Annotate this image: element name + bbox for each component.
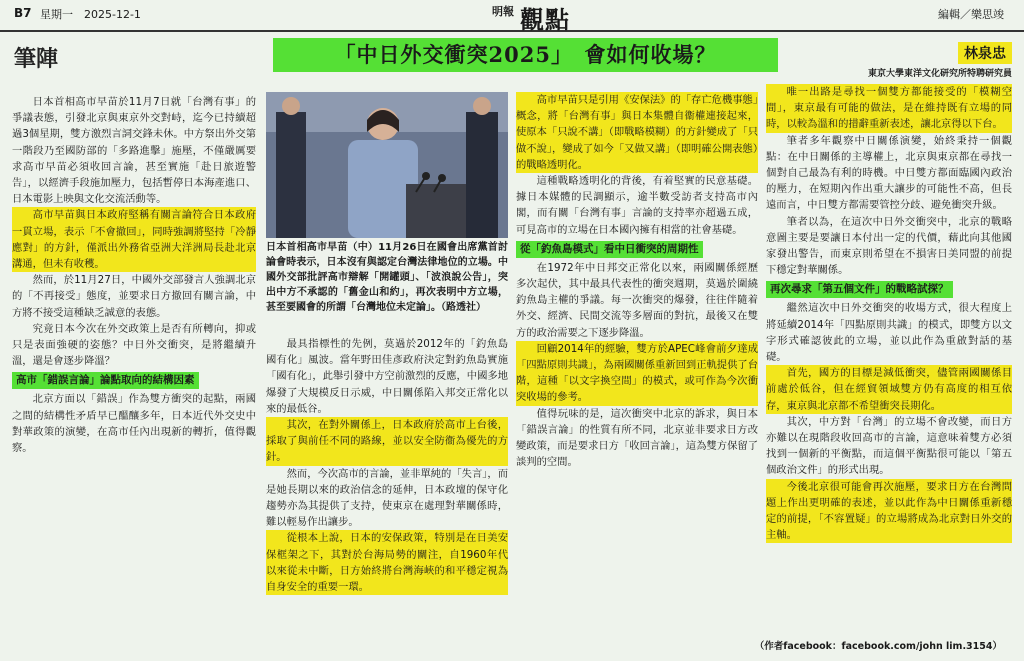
page-number: B7 [14, 6, 32, 20]
paragraph: 在1972年中日邦交正常化以來，兩國關係經歷多次起伏，其中最具代表性的衝突週期，莫過於圍繞釣魚島主權的爭議。每一次衝突的爆發，往往伴隨着外交、經濟、民間交流等多層面的對抗，最後又在雙方的政治需要之下逐步降溫。 [516, 261, 758, 339]
paragraph: 究竟日本今次在外交政策上是否有所轉向，抑或只是表面強硬的姿態？中日外交衝突，是將繼續升溫，還是會逐步降溫？ [12, 322, 256, 368]
paragraph: 北京方面以「錯誤」作為雙方衝突的起點，兩國之間的結構性矛盾早已醞釀多年，日本近代外交史中對華政策的演變，在高市任內出現新的轉折，值得觀察。 [12, 393, 256, 455]
paragraph: 然而，於11月27日，中國外交部發言人強調北京的「不再接受」態度，並要求日方撤回有關言論，中方將不接受這種缺乏誠意的表態。 [12, 274, 256, 319]
page-date: 星期一 2025-12-1 [40, 8, 141, 21]
article-column-1 [12, 94, 256, 649]
article-column-4 [766, 84, 1012, 628]
subheading: 再次尋求「第五個文件」的戰略試探？ [766, 281, 953, 298]
paragraph: 值得玩味的是，這次衝突中北京的訴求，與日本「錯誤言論」的性質有所不同，北京並非要求日方改變政策，而是要求日方「收回言論」，這為雙方保留了談判的空間。 [516, 407, 758, 469]
paragraph-highlighted: 回顧2014年的經驗，雙方於APEC峰會前夕達成「四點原則共識」，為兩國關係重新回到正軌提供了台階，這種「以文字換空間」的模式，或可作為今次衝突收場的參考。 [516, 341, 758, 406]
paragraph: 這種戰略透明化的背後，有着堅實的民意基礎。據日本媒體的民調顯示，逾半數受訪者支持高市內閣，而有關「台灣有事」言論的支持率亦超過五成，可見高市的立場在日本國內擁有相當的社會基礎。 [516, 175, 758, 236]
paragraph: 日本首相高市早苗於11月7日就「台灣有事」的爭議表態，引發北京與東京外交對峙，迄今已持續超過3個星期，雙方激烈言詞交鋒未休。中方祭出外交第一階段乃至國防部的「多路進擊」施壓，不僅嚴厲要求高市早苗必須收回言論，甚至實施「赴日旅遊警告」，以經濟手段施加壓力，包括暫停日本海產進口、日本電影上映與文化交流活動等。 [12, 96, 256, 206]
subheading: 從「釣魚島模式」看中日衝突的周期性 [516, 241, 703, 258]
paragraph-highlighted: 從根本上說，日本的安保政策，特別是在日美安保框架之下，其對於台海局勢的關注，自1960年代以來從未中斷，日方始終將台灣海峽的和平穩定視為自身安全的重要一環。 [266, 530, 508, 595]
page-header [0, 0, 1024, 32]
editor-credit: 編輯／樂思竣 [938, 8, 1004, 21]
paragraph: 筆者多年觀察中日關係演變，始終秉持一個觀點：在中日關係的主導權上，北京與東京都在尋找一個對自己最為有利的時機。中日雙方都面臨國內政治的壓力，在短期內作出重大讓步的可能性不高，但長遠而言，中日雙方都需要管控分歧、避免衝突升級。 [766, 134, 1012, 212]
paragraph: 繼然這次中日外交衝突的收場方式，很大程度上將延續2014年「四點原則共識」的模式，即雙方以文字形式確認彼此的立場，並以此作為重啟對話的基礎。 [766, 302, 1012, 364]
author-name: 林泉忠 [958, 42, 1012, 64]
paragraph-highlighted: 唯一出路是尋找一個雙方都能接受的「模糊空間」，東京最有可能的做法，是在維持既有立場的同時，以較為溫和的措辭重新表述，讓北京得以下台。 [766, 84, 1012, 133]
paragraph-highlighted: 高市早苗與日本政府堅稱有關言論符合日本政府一貫立場，表示「不會撤回」，同時強調將堅持「冷靜應對」的方針，僅派出外務省亞洲大洋洲局長赴北京溝通，但未有收穫。 [12, 207, 256, 272]
paragraph-highlighted: 其次，在對外關係上，日本政府於高市上台後，採取了與前任不同的路線，並以安全防衞為優先的方針。 [266, 417, 508, 466]
article-column-2 [266, 336, 508, 648]
paragraph: 筆者以為，在這次中日外交衝突中，北京的戰略意圖主要是要讓日本付出一定的代價，藉此向其他國家發出警告，而東京則希望在不損害日美同盟的前提下穩定對華關係。 [766, 215, 1012, 277]
photo-caption: 日本首相高市早苗（中）11月26日在國會出席黨首討論會時表示，日本沒有與認定台灣法律地位的立場。中國外交部批評高市辯解「開罐頭」、「波浪說公告」，突出中方不承認的「舊金山和約」，再次表明中方立場，甚至要國會的所謂「台灣地位未定論」。（路透社） [266, 242, 508, 313]
headline: 「中日外交衝突2025」 會如何收場？ [273, 38, 778, 72]
paragraph-highlighted: 首先，國方的目標是減低衝突，儘管兩國關係目前處於低谷，但在經貿領域雙方仍有高度的相互依存，東京與北京都不希望衝突長期化。 [766, 365, 1012, 414]
section-label-small: 明報 [492, 5, 514, 18]
paragraph: 然而，今次高市的言論，並非單純的「失言」，而是她長期以來的政治信念的延伸，日本政壇的保守化趨勢亦為其提供了支持，使東京在處理對華關係時，難以輕易作出讓步。 [266, 467, 508, 529]
photo-illustration [266, 92, 508, 238]
column-name: 筆陣 [14, 46, 59, 72]
section-title: 觀點 [520, 5, 570, 34]
author-facebook-credit: （作者facebook：facebook.com/john lim.3154） [754, 641, 1002, 652]
paragraph-highlighted: 今後北京很可能會再次施壓，要求日方在台灣問題上作出更明確的表述，並以此作為中日關係重新穩定的前提，「不容置疑」的立場將成為北京對日外交的主軸。 [766, 479, 1012, 544]
paragraph-highlighted: 高市早苗只是引用《安保法》的「存亡危機事態」概念，將「台灣有事」與日本集體自衞權連接起來，使原本「只說不講」（即戰略模糊）的方針變成了「只做不說」，變成了如今「又做又講」（即明確公開表態）的戰略透明化。 [516, 92, 758, 173]
paragraph: 最具指標性的先例，莫過於2012年的「釣魚島國有化」風波。當年野田佳彥政府決定對釣魚島實施「國有化」，此舉引發中方空前激烈的反應，中國多地爆發了大規模反日示威，中日關係陷入邦交正常化以來的最低谷。 [266, 338, 508, 415]
news-photo [266, 92, 508, 238]
subheading: 高市「錯誤言論」論點取向的結構因素 [12, 372, 199, 389]
author-title: 東京大學東洋文化研究所特聘研究員 [867, 69, 1012, 79]
paragraph: 其次，中方對「台灣」的立場不會改變，而日方亦難以在現階段收回高市的言論，這意味着雙方必須找到一個新的平衡點，而這個平衡點很可能以「第五個政治文件」的形式出現。 [766, 415, 1012, 477]
article-column-3 [516, 92, 758, 648]
